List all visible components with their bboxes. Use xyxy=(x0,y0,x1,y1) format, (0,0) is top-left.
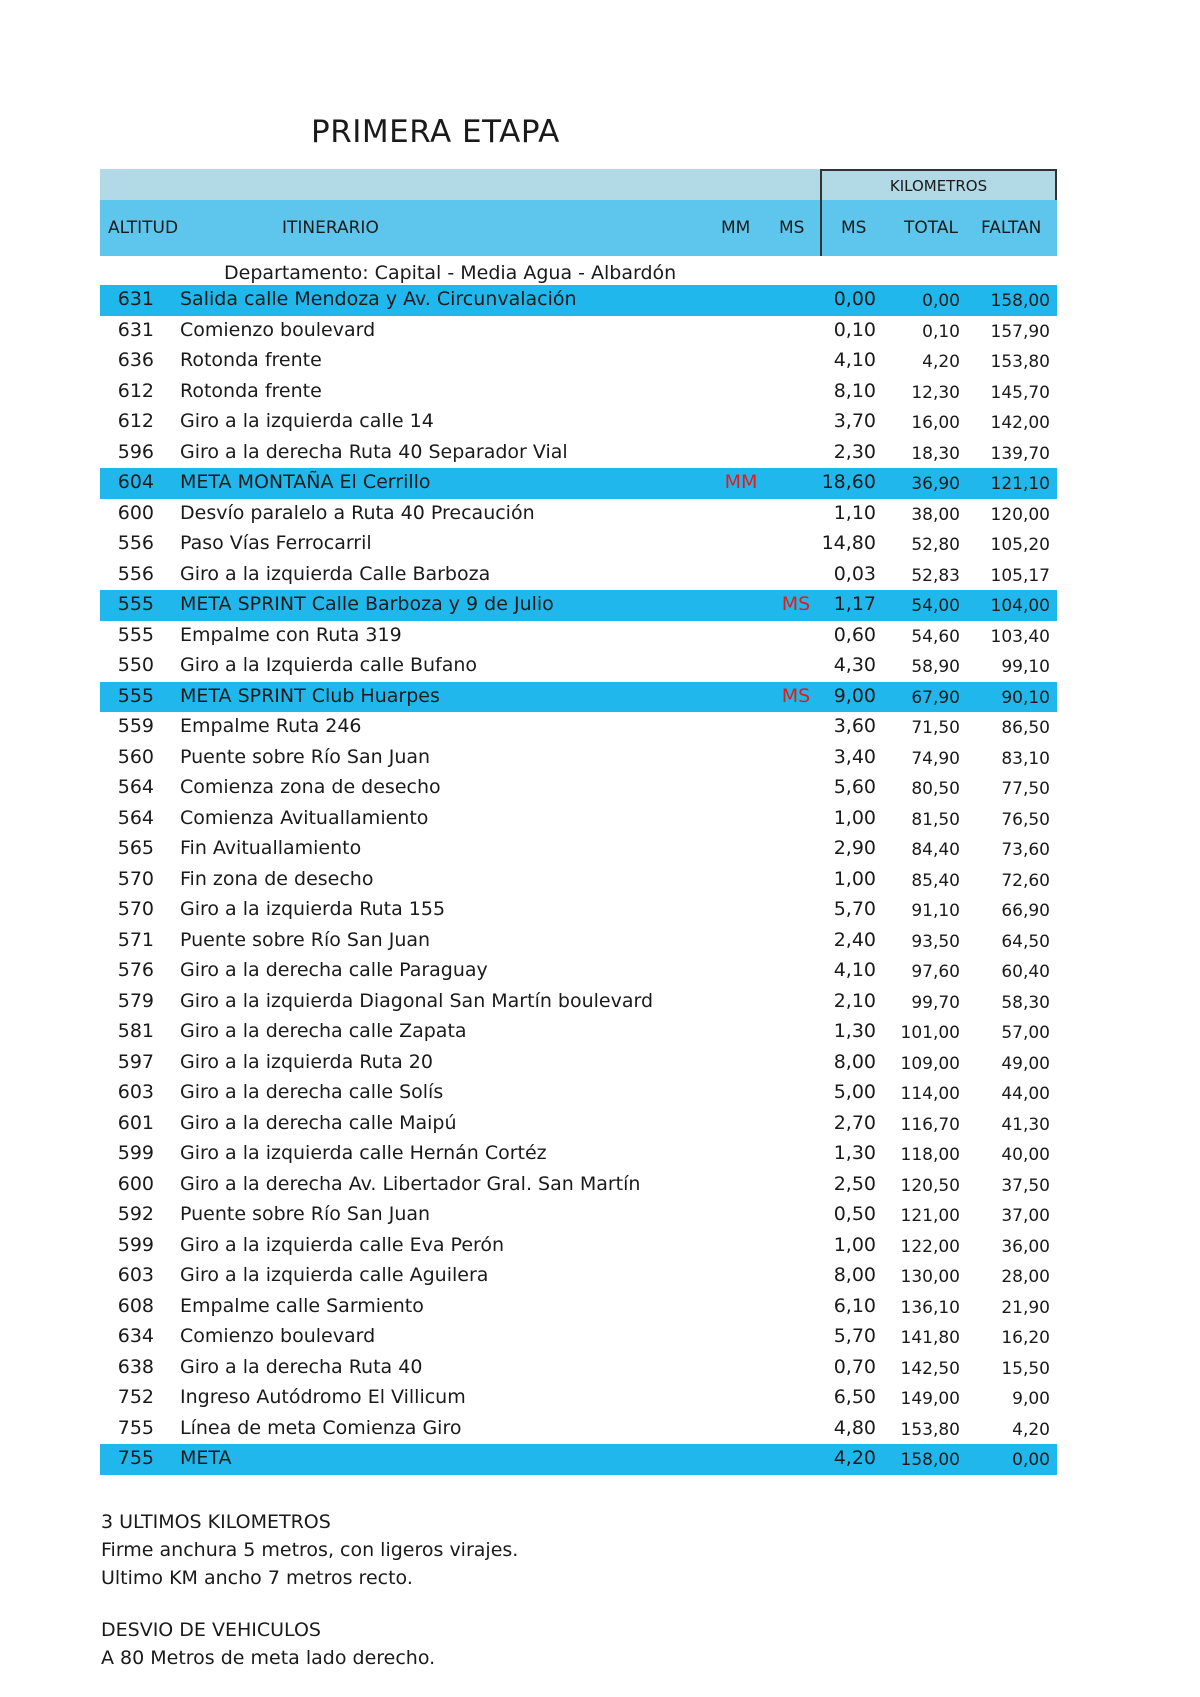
total-cell: 122,00 xyxy=(900,1236,960,1257)
total-cell: 142,50 xyxy=(900,1358,960,1379)
notes-section xyxy=(101,1508,518,1672)
total-cell: 52,80 xyxy=(911,535,960,555)
faltan-cell: 103,40 xyxy=(990,626,1050,647)
itinerary-table xyxy=(100,169,1057,1475)
faltan-cell: 153,80 xyxy=(990,352,1050,372)
itinerario-cell: Giro a la izquierda calle Aguilera xyxy=(180,1264,489,1286)
total-cell: 84,40 xyxy=(911,840,960,860)
ms-km-cell: 2,50 xyxy=(833,1172,876,1195)
ms-km-cell: 2,90 xyxy=(833,837,876,859)
mm-header: MM xyxy=(721,218,751,238)
total-cell: 97,60 xyxy=(911,962,960,982)
itinerario-cell: META MONTAÑA El Cerrillo xyxy=(180,471,431,493)
itinerario-cell: Giro a la derecha Ruta 40 xyxy=(180,1355,423,1378)
faltan-cell: 142,00 xyxy=(990,413,1050,433)
altitud-cell: 752 xyxy=(117,1386,154,1408)
faltan-cell: 57,00 xyxy=(1001,1023,1050,1043)
total-cell: 38,00 xyxy=(911,504,960,525)
table-row xyxy=(100,987,1057,1018)
ms-km-cell: 1,10 xyxy=(833,501,876,524)
notes-heading-kilometros: 3 ULTIMOS KILOMETROS xyxy=(101,1511,331,1533)
ms-km-cell: 4,80 xyxy=(833,1416,876,1439)
itinerario-cell: Paso Vías Ferrocarril xyxy=(180,532,372,554)
faltan-cell: 66,90 xyxy=(1001,901,1050,921)
faltan-cell: 139,70 xyxy=(990,443,1050,464)
table-row xyxy=(100,1200,1057,1231)
altitud-cell: 550 xyxy=(117,654,154,676)
table-row xyxy=(100,834,1057,865)
altitud-cell: 555 xyxy=(117,593,154,615)
total-cell: 158,00 xyxy=(900,1450,960,1470)
faltan-cell: 158,00 xyxy=(990,291,1050,311)
altitud-cell: 556 xyxy=(117,562,154,585)
total-cell: 109,00 xyxy=(900,1053,960,1074)
total-cell: 52,83 xyxy=(911,565,960,586)
faltan-cell: 37,50 xyxy=(1001,1175,1050,1196)
table-row xyxy=(100,1292,1057,1323)
ms-km-cell: 8,00 xyxy=(833,1264,876,1286)
faltan-cell: 9,00 xyxy=(1012,1389,1050,1409)
altitud-cell: 634 xyxy=(117,1325,154,1347)
header-divider xyxy=(820,200,822,256)
faltan-cell: 44,00 xyxy=(1001,1084,1050,1104)
ms-km-cell: 1,00 xyxy=(833,1233,876,1256)
table-row xyxy=(100,560,1057,591)
total-cell: 12,30 xyxy=(911,382,960,403)
header-top-band xyxy=(100,169,1057,200)
total-cell: 80,50 xyxy=(911,779,960,799)
altitud-cell: 603 xyxy=(117,1081,154,1103)
faltan-cell: 49,00 xyxy=(1001,1053,1050,1074)
table-row xyxy=(100,621,1057,652)
itinerario-cell: Comienzo boulevard xyxy=(180,1325,376,1347)
altitud-cell: 612 xyxy=(117,410,154,432)
altitud-cell: 599 xyxy=(117,1142,154,1164)
table-row xyxy=(100,407,1057,438)
faltan-cell: 83,10 xyxy=(1001,748,1050,769)
mm-cell: MM xyxy=(724,471,758,493)
total-cell: 91,10 xyxy=(911,901,960,921)
faltan-cell: 145,70 xyxy=(990,382,1050,403)
altitud-cell: 596 xyxy=(117,440,154,463)
table-row xyxy=(100,1139,1057,1170)
altitud-cell: 631 xyxy=(117,318,154,341)
total-cell: 130,00 xyxy=(900,1267,960,1287)
total-cell: 116,70 xyxy=(900,1114,960,1135)
total-cell: 54,60 xyxy=(911,626,960,647)
notes-line: A 80 Metros de meta lado derecho. xyxy=(101,1647,436,1669)
altitud-cell: 570 xyxy=(117,898,154,920)
table-row xyxy=(100,773,1057,804)
table-row xyxy=(100,1322,1057,1353)
ms-km-cell: 6,50 xyxy=(833,1386,876,1408)
ms-km-cell: 8,10 xyxy=(833,379,876,402)
faltan-cell: 16,20 xyxy=(1001,1328,1050,1348)
notes-line: Ultimo KM ancho 7 metros recto. xyxy=(101,1567,413,1589)
altitud-cell: 636 xyxy=(117,349,154,371)
itinerario-cell: Rotonda frente xyxy=(180,349,322,371)
ms-km-cell: 9,00 xyxy=(833,684,876,707)
itinerario-cell: META SPRINT Calle Barboza y 9 de Julio xyxy=(180,593,554,615)
itinerario-cell: Giro a la derecha Av. Libertador Gral. San Martín xyxy=(180,1172,641,1195)
faltan-cell: 86,50 xyxy=(1001,718,1050,738)
itinerario-cell: Giro a la izquierda Ruta 20 xyxy=(180,1050,433,1073)
table-row xyxy=(100,590,1057,621)
total-cell: 54,00 xyxy=(911,596,960,616)
altitud-cell: 581 xyxy=(117,1020,154,1042)
altitud-cell: 608 xyxy=(117,1294,154,1317)
altitud-cell: 600 xyxy=(117,1172,154,1195)
faltan-cell: 36,00 xyxy=(1001,1236,1050,1257)
itinerario-cell: Empalme calle Sarmiento xyxy=(180,1294,424,1317)
table-row xyxy=(100,316,1057,347)
table-row xyxy=(100,499,1057,530)
total-cell: 121,00 xyxy=(900,1206,960,1226)
ms-km-cell: 4,10 xyxy=(833,959,876,981)
total-cell: 99,70 xyxy=(911,992,960,1013)
altitud-cell: 600 xyxy=(117,501,154,524)
table-row xyxy=(100,1109,1057,1140)
faltan-cell: 0,00 xyxy=(1012,1450,1050,1470)
altitud-cell: 603 xyxy=(117,1264,154,1286)
altitud-cell: 631 xyxy=(117,288,154,310)
table-row xyxy=(100,956,1057,987)
faltan-cell: 90,10 xyxy=(1001,687,1050,708)
itinerario-cell: Fin zona de desecho xyxy=(180,867,374,890)
faltan-cell: 21,90 xyxy=(1001,1297,1050,1318)
table-row xyxy=(100,1353,1057,1384)
itinerario-cell: Giro a la izquierda Diagonal San Martín boulevard xyxy=(180,989,654,1012)
total-cell: 85,40 xyxy=(911,870,960,891)
faltan-cell: 4,20 xyxy=(1012,1419,1050,1440)
ms-km-cell: 3,70 xyxy=(833,410,876,432)
faltan-cell: 105,17 xyxy=(990,565,1050,586)
faltan-cell: 72,60 xyxy=(1001,870,1050,891)
ms-km-cell: 4,20 xyxy=(833,1447,876,1469)
itinerario-cell: Giro a la derecha calle Paraguay xyxy=(180,959,488,981)
itinerario-cell: META SPRINT Club Huarpes xyxy=(180,684,440,707)
total-cell: 71,50 xyxy=(911,718,960,738)
table-row xyxy=(100,1017,1057,1048)
total-cell: 74,90 xyxy=(911,748,960,769)
total-cell: 18,30 xyxy=(911,443,960,464)
ms-km-cell: 2,10 xyxy=(833,989,876,1012)
total-cell: 101,00 xyxy=(900,1023,960,1043)
altitud-cell: 612 xyxy=(117,379,154,402)
table-row xyxy=(100,804,1057,835)
total-cell: 114,00 xyxy=(900,1084,960,1104)
itinerario-cell: Fin Avituallamiento xyxy=(180,837,362,859)
altitud-cell: 571 xyxy=(117,928,154,951)
ms-km-cell: 8,00 xyxy=(833,1050,876,1073)
altitud-cell: 570 xyxy=(117,867,154,890)
altitud-cell: 638 xyxy=(117,1355,154,1378)
ms-km-cell: 5,00 xyxy=(833,1081,876,1103)
ms-km-cell: 2,40 xyxy=(833,928,876,951)
ms-km-cell: 2,30 xyxy=(833,440,876,463)
altitud-cell: 599 xyxy=(117,1233,154,1256)
faltan-header: FALTAN xyxy=(981,218,1042,238)
itinerario-cell: Comienza Avituallamiento xyxy=(180,806,429,829)
ms-km-cell: 14,80 xyxy=(821,532,876,554)
table-row xyxy=(100,346,1057,377)
altitud-cell: 564 xyxy=(117,806,154,829)
faltan-cell: 104,00 xyxy=(990,596,1050,616)
kilometros-header: KILOMETROS xyxy=(820,169,1057,200)
faltan-cell: 64,50 xyxy=(1001,931,1050,952)
table-row xyxy=(100,529,1057,560)
altitud-cell: 556 xyxy=(117,532,154,554)
total-cell: 141,80 xyxy=(900,1328,960,1348)
ms-km-cell: 3,40 xyxy=(833,745,876,768)
total-cell: 36,90 xyxy=(911,474,960,494)
itinerario-cell: Giro a la derecha calle Maipú xyxy=(180,1111,457,1134)
ms-km-cell: 3,60 xyxy=(833,715,876,737)
ms-km-cell: 1,30 xyxy=(833,1020,876,1042)
faltan-cell: 60,40 xyxy=(1001,962,1050,982)
table-row xyxy=(100,682,1057,713)
faltan-cell: 99,10 xyxy=(1001,657,1050,677)
total-cell: 4,20 xyxy=(922,352,960,372)
altitud-header: ALTITUD xyxy=(108,218,179,238)
table-row xyxy=(100,1231,1057,1262)
faltan-cell: 41,30 xyxy=(1001,1114,1050,1135)
column-header-row xyxy=(100,200,1057,256)
ms-km-cell: 6,10 xyxy=(833,1294,876,1317)
itinerario-cell: Giro a la izquierda calle Hernán Cortéz xyxy=(180,1142,547,1164)
faltan-cell: 28,00 xyxy=(1001,1267,1050,1287)
total-cell: 67,90 xyxy=(911,687,960,708)
total-cell: 16,00 xyxy=(911,413,960,433)
ms-km-cell: 4,10 xyxy=(833,349,876,371)
total-cell: 149,00 xyxy=(900,1389,960,1409)
total-cell: 93,50 xyxy=(911,931,960,952)
notes-spacer xyxy=(101,1592,518,1616)
itinerario-cell: Comienza zona de desecho xyxy=(180,776,441,798)
altitud-cell: 592 xyxy=(117,1203,154,1225)
itinerario-cell: Ingreso Autódromo El Villicum xyxy=(180,1386,466,1408)
faltan-cell: 77,50 xyxy=(1001,779,1050,799)
itinerario-cell: Giro a la derecha calle Solís xyxy=(180,1081,444,1103)
ms-km-cell: 1,30 xyxy=(833,1142,876,1164)
itinerario-cell: Giro a la Izquierda calle Bufano xyxy=(180,654,478,676)
total-cell: 58,90 xyxy=(911,657,960,677)
ms-km-cell: 5,60 xyxy=(833,776,876,798)
table-row xyxy=(100,1444,1057,1475)
altitud-cell: 560 xyxy=(117,745,154,768)
ms-km-cell: 0,00 xyxy=(833,288,876,310)
table-row xyxy=(100,1078,1057,1109)
table-row xyxy=(100,1170,1057,1201)
ms-cell: MS xyxy=(781,593,811,615)
total-cell: 81,50 xyxy=(911,809,960,830)
page-title: PRIMERA ETAPA xyxy=(311,114,560,150)
altitud-cell: 559 xyxy=(117,715,154,737)
ms-km-cell: 0,03 xyxy=(833,562,876,585)
notes-line: Firme anchura 5 metros, con ligeros virajes. xyxy=(101,1539,519,1561)
itinerario-cell: Empalme Ruta 246 xyxy=(180,715,362,737)
ms-header: MS xyxy=(779,218,805,238)
total-cell: 0,00 xyxy=(922,291,960,311)
altitud-cell: 604 xyxy=(117,471,154,493)
itinerario-cell: Giro a la izquierda calle 14 xyxy=(180,410,434,432)
altitud-cell: 755 xyxy=(117,1416,154,1439)
ms-km-cell: 0,60 xyxy=(833,623,876,646)
table-row xyxy=(100,743,1057,774)
total-cell: 153,80 xyxy=(900,1419,960,1440)
altitud-cell: 601 xyxy=(117,1111,154,1134)
itinerario-header: ITINERARIO xyxy=(282,218,379,238)
ms-km-cell: 5,70 xyxy=(833,898,876,920)
altitud-cell: 555 xyxy=(117,623,154,646)
table-row xyxy=(100,651,1057,682)
table-row xyxy=(100,1414,1057,1445)
ms-km-cell: 2,70 xyxy=(833,1111,876,1134)
faltan-cell: 105,20 xyxy=(990,535,1050,555)
itinerario-cell: Giro a la derecha Ruta 40 Separador Vial xyxy=(180,440,568,463)
ms-km-cell: 4,30 xyxy=(833,654,876,676)
total-cell: 120,50 xyxy=(900,1175,960,1196)
departamento-label: Departamento: Capital - Media Agua - Albardón xyxy=(224,262,677,284)
altitud-cell: 555 xyxy=(117,684,154,707)
table-row xyxy=(100,895,1057,926)
table-row xyxy=(100,377,1057,408)
faltan-cell: 76,50 xyxy=(1001,809,1050,830)
total-cell: 136,10 xyxy=(900,1297,960,1318)
ms-km-cell: 1,00 xyxy=(833,806,876,829)
altitud-cell: 755 xyxy=(117,1447,154,1469)
total-cell: 0,10 xyxy=(922,321,960,342)
table-row xyxy=(100,1048,1057,1079)
itinerario-cell: Giro a la derecha calle Zapata xyxy=(180,1020,467,1042)
itinerario-cell: Puente sobre Río San Juan xyxy=(180,928,431,951)
ms-km-cell: 0,70 xyxy=(833,1355,876,1378)
itinerario-cell: META xyxy=(180,1447,232,1469)
itinerario-cell: Empalme con Ruta 319 xyxy=(180,623,402,646)
faltan-cell: 37,00 xyxy=(1001,1206,1050,1226)
faltan-cell: 121,10 xyxy=(990,474,1050,494)
itinerario-cell: Puente sobre Río San Juan xyxy=(180,1203,431,1225)
faltan-cell: 40,00 xyxy=(1001,1145,1050,1165)
table-row xyxy=(100,865,1057,896)
notes-heading-desvio: DESVIO DE VEHICULOS xyxy=(101,1619,321,1641)
itinerario-cell: Giro a la izquierda calle Eva Perón xyxy=(180,1233,505,1256)
itinerario-cell: Puente sobre Río San Juan xyxy=(180,745,431,768)
ms-km-cell: 18,60 xyxy=(821,471,876,493)
faltan-cell: 120,00 xyxy=(990,504,1050,525)
departamento-row xyxy=(100,256,1057,285)
table-row xyxy=(100,438,1057,469)
itinerario-cell: Desvío paralelo a Ruta 40 Precaución xyxy=(180,501,535,524)
ms-km-cell: 1,17 xyxy=(833,593,876,615)
table-row xyxy=(100,285,1057,316)
table-body xyxy=(100,285,1057,1475)
itinerario-cell: Salida calle Mendoza y Av. Circunvalación xyxy=(180,288,577,310)
ms-km-cell: 0,10 xyxy=(833,318,876,341)
itinerario-cell: Giro a la izquierda Calle Barboza xyxy=(180,562,491,585)
altitud-cell: 579 xyxy=(117,989,154,1012)
ms-km-cell: 5,70 xyxy=(833,1325,876,1347)
faltan-cell: 58,30 xyxy=(1001,992,1050,1013)
itinerario-cell: Giro a la izquierda Ruta 155 xyxy=(180,898,446,920)
table-row xyxy=(100,712,1057,743)
faltan-cell: 15,50 xyxy=(1001,1358,1050,1379)
itinerario-cell: Línea de meta Comienza Giro xyxy=(180,1416,462,1439)
total-header: TOTAL xyxy=(904,218,958,238)
altitud-cell: 564 xyxy=(117,776,154,798)
ms-km-header: MS xyxy=(841,218,867,238)
itinerario-cell: Rotonda frente xyxy=(180,379,322,402)
table-row xyxy=(100,1261,1057,1292)
ms-km-cell: 0,50 xyxy=(833,1203,876,1225)
ms-cell: MS xyxy=(781,684,811,707)
faltan-cell: 73,60 xyxy=(1001,840,1050,860)
ms-km-cell: 1,00 xyxy=(833,867,876,890)
table-row xyxy=(100,926,1057,957)
table-row xyxy=(100,468,1057,499)
faltan-cell: 157,90 xyxy=(990,321,1050,342)
altitud-cell: 576 xyxy=(117,959,154,981)
total-cell: 118,00 xyxy=(900,1145,960,1165)
table-row xyxy=(100,1383,1057,1414)
itinerario-cell: Comienzo boulevard xyxy=(180,318,376,341)
altitud-cell: 597 xyxy=(117,1050,154,1073)
altitud-cell: 565 xyxy=(117,837,154,859)
